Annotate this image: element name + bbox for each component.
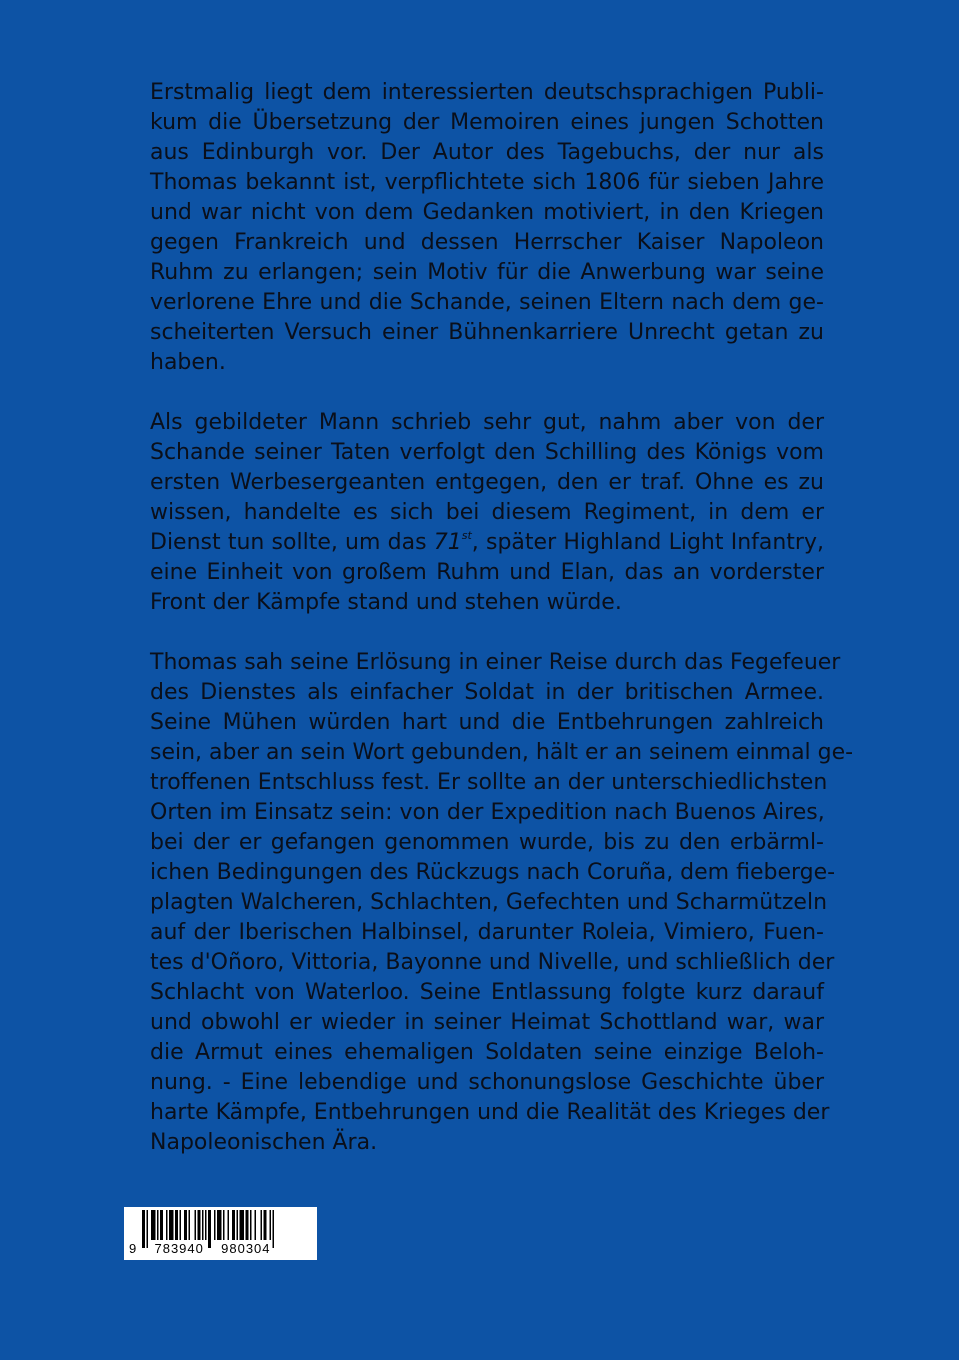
- barcode-bar: [175, 1210, 178, 1240]
- text-line: troffenen Entschluss fest. Er sollte an der unterschiedlichsten: [150, 770, 828, 795]
- text-line: scheiterten Versuch einer Bühnenkarriere Unrecht getan zu: [150, 320, 824, 345]
- text-line: Front der Kämpfe stand und stehen würde.: [150, 590, 622, 615]
- barcode-bar: [270, 1210, 272, 1240]
- text-line: verlorene Ehre und die Schande, seinen Eltern nach dem ge-: [150, 290, 824, 315]
- barcode-bar: [264, 1210, 267, 1240]
- text-line: Seine Mühen würden hart und die Entbehrungen zahlreich: [150, 710, 824, 735]
- barcode-bar: [237, 1210, 239, 1240]
- text-line-regiment: [150, 528, 824, 558]
- text-line: gegen Frankreich und dessen Herrscher Kaiser Napoleon: [150, 230, 824, 255]
- text-line: kum die Übersetzung der Memoiren eines jungen Schotten: [150, 110, 824, 135]
- text-line: und war nicht von dem Gedanken motiviert, in den Kriegen: [150, 200, 824, 225]
- barcode-bar: [255, 1210, 257, 1240]
- text-line: aus Edinburgh vor. Der Autor des Tagebuchs, der nur als: [150, 140, 824, 165]
- barcode-bar: [273, 1210, 275, 1248]
- text-line: wissen, handelte es sich bei diesem Regiment, in dem er: [150, 500, 824, 525]
- barcode-bar: [157, 1210, 159, 1240]
- text-line: harte Kämpfe, Entbehrungen und die Realität des Krieges der: [150, 1100, 830, 1125]
- text-line: Schande seiner Taten verfolgt den Schilling des Königs vom: [150, 440, 824, 465]
- barcode-bar: [160, 1210, 163, 1240]
- barcode-bar: [195, 1210, 197, 1240]
- paragraph-1: [150, 78, 824, 378]
- barcode-bar: [189, 1210, 191, 1240]
- text-line: nung. - Eine lebendige und schonungslose Geschichte über: [150, 1070, 824, 1095]
- barcode-bar: [246, 1210, 249, 1240]
- barcode-bar: [217, 1210, 222, 1240]
- barcode-bar: [228, 1210, 230, 1240]
- text-line: eine Einheit von großem Ruhm und Elan, das an vorderster: [150, 560, 824, 585]
- text-line: ichen Bedingungen des Rückzugs nach Coruña, dem fieberge-: [150, 860, 836, 885]
- text-line: Ruhm zu erlangen; sein Motiv für die Anwerbung war seine: [150, 260, 824, 285]
- text-line: des Dienstes als einfacher Soldat in der britischen Armee.: [150, 680, 824, 705]
- barcode-bar: [198, 1210, 201, 1240]
- barcode-right-group: 980304: [221, 1241, 271, 1256]
- barcode-bar: [250, 1210, 252, 1240]
- regiment-suffix: st: [461, 529, 472, 542]
- text-line: bei der er gefangen genommen wurde, bis zu den erbärml-: [150, 830, 824, 855]
- barcode-digits: [129, 1241, 271, 1256]
- barcode-bar: [205, 1210, 207, 1240]
- text-line: Als gebildeter Mann schrieb sehr gut, nahm aber von der: [150, 410, 824, 435]
- text-line: plagten Walcheren, Schlachten, Gefechten und Scharmützeln: [150, 890, 828, 915]
- isbn-barcode: [124, 1207, 317, 1260]
- barcode-lead-digit: 9: [129, 1241, 138, 1256]
- text-line: Thomas bekannt ist, verpflichtete sich 1806 für sieben Jahre: [150, 170, 824, 195]
- barcode-bar: [169, 1210, 174, 1240]
- barcode-bar: [184, 1210, 187, 1240]
- barcode-bar: [151, 1210, 156, 1240]
- barcode-bar: [240, 1210, 245, 1240]
- barcode-bar: [214, 1210, 216, 1240]
- text-line: Erstmalig liegt dem interessierten deutschsprachigen Publi-: [150, 80, 824, 105]
- text-line: Thomas sah seine Erlösung in einer Reise durch das Fegefeuer: [150, 650, 841, 675]
- barcode-bar: [202, 1210, 204, 1240]
- text-line: und obwohl er wieder in seiner Heimat Schottland war, war: [150, 1010, 824, 1035]
- barcode-bar: [261, 1210, 263, 1240]
- barcode-bar: [166, 1210, 168, 1240]
- regiment-number-digits: 71: [433, 530, 462, 555]
- line-start: Dienst tun sollte, um das: [150, 530, 434, 555]
- text-line: auf der Iberischen Halbinsel, darunter Roleia, Vimiero, Fuen-: [150, 920, 824, 945]
- blurb-text: [150, 78, 854, 1158]
- text-line: sein, aber an sein Wort gebunden, hält er an seinem einmal ge-: [150, 740, 854, 765]
- barcode-bar: [232, 1210, 235, 1240]
- paragraph-3: [150, 648, 854, 1158]
- barcode-bar: [180, 1210, 182, 1240]
- regiment-number: [434, 530, 472, 555]
- text-line: ersten Werbesergeanten entgegen, den er traf. Ohne es zu: [150, 470, 824, 495]
- paragraph-2: [150, 408, 824, 618]
- text-line: tes d'Oñoro, Vittoria, Bayonne und Nivelle, und schließlich der: [150, 950, 835, 975]
- barcode-bar: [223, 1210, 225, 1240]
- line-end: , später Highland Light Infantry,: [471, 530, 824, 555]
- barcode-left-group: 783940: [154, 1241, 204, 1256]
- text-line: Orten im Einsatz sein: von der Expedition nach Buenos Aires,: [150, 800, 825, 825]
- text-line: haben.: [150, 350, 226, 375]
- text-line: Napoleonischen Ära.: [150, 1130, 378, 1155]
- text-line: die Armut eines ehemaligen Soldaten seine einzige Beloh-: [150, 1040, 824, 1065]
- text-line: Schlacht von Waterloo. Seine Entlassung folgte kurz darauf: [150, 980, 824, 1005]
